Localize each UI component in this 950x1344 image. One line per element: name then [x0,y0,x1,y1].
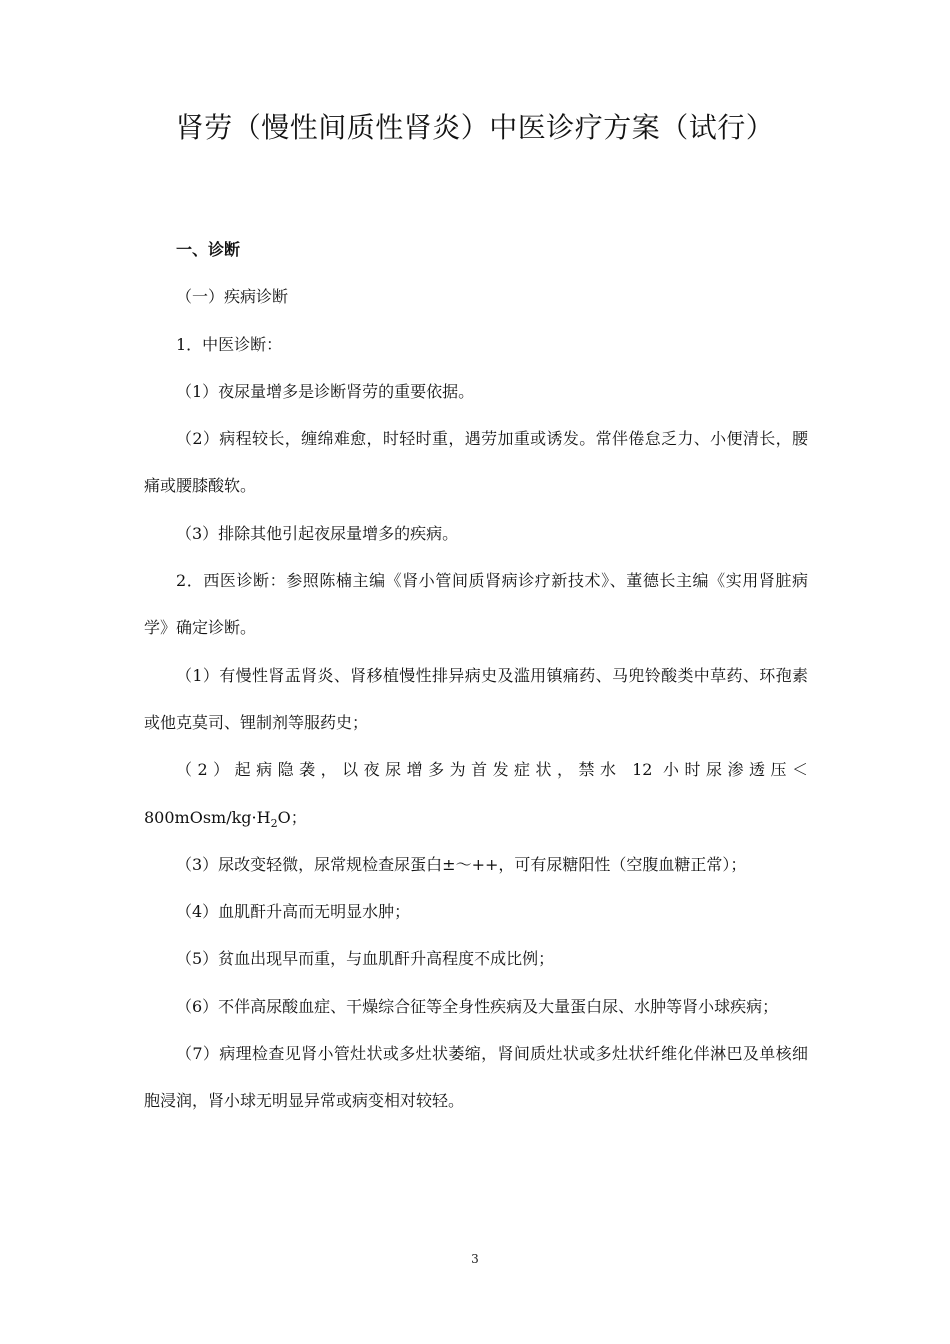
western-diagnosis-heading: 2．西医诊断：参照陈楠主编《肾小管间质肾病诊疗新技术》、董德长主编《实用肾脏病学》确定诊断。 [144,571,808,638]
tcm-criterion-2: （2）病程较长，缠绵难愈，时轻时重，遇劳加重或诱发。常伴倦怠乏力、小便清长，腰痛或腰膝酸软。 [144,429,808,496]
tcm-diagnosis-heading: 1．中医诊断： [176,334,283,354]
subscript-2: 2 [270,816,278,830]
document-body [144,226,808,1125]
western-criterion-2-tail: O； [277,807,307,827]
western-criterion-6: （6）不伴高尿酸血症、干燥综合征等全身性疾病及大量蛋白尿、水肿等肾小球疾病； [176,996,779,1016]
page-number: 3 [471,1252,479,1266]
western-criterion-1: （1）有慢性肾盂肾炎、肾移植慢性排异病史及滥用镇痛药、马兜铃酸类中草药、环孢素或他克莫司、锂制剂等服药史； [144,665,808,732]
western-criterion-3: （3）尿改变轻微，尿常规检查尿蛋白±～++，可有尿糖阳性（空腹血糖正常）； [176,854,747,874]
section-heading-diagnosis: 一、诊断 [176,240,241,259]
western-criterion-2-text: （2）起病隐袭，以夜尿增多为首发症状，禁水 12 小时尿渗透压＜800mOsm/kg·H [144,760,808,827]
western-criterion-2 [144,746,808,841]
document-title: 肾劳（慢性间质性肾炎）中医诊疗方案（试行） [175,111,775,144]
subsection-heading-disease-diagnosis: （一）疾病诊断 [176,287,289,307]
tcm-criterion-1: （1）夜尿量增多是诊断肾劳的重要依据。 [176,381,475,401]
western-criterion-4: （4）血肌酐升高而无明显水肿； [176,902,411,922]
western-criterion-5: （5）贫血出现早而重，与血肌酐升高程度不成比例； [176,949,555,969]
tcm-criterion-3: （3）排除其他引起夜尿量增多的疾病。 [176,523,459,543]
western-criterion-7: （7）病理检查见肾小管灶状或多灶状萎缩，肾间质灶状或多灶状纤维化伴淋巴及单核细胞浸润，肾小球无明显异常或病变相对较轻。 [144,1044,808,1111]
